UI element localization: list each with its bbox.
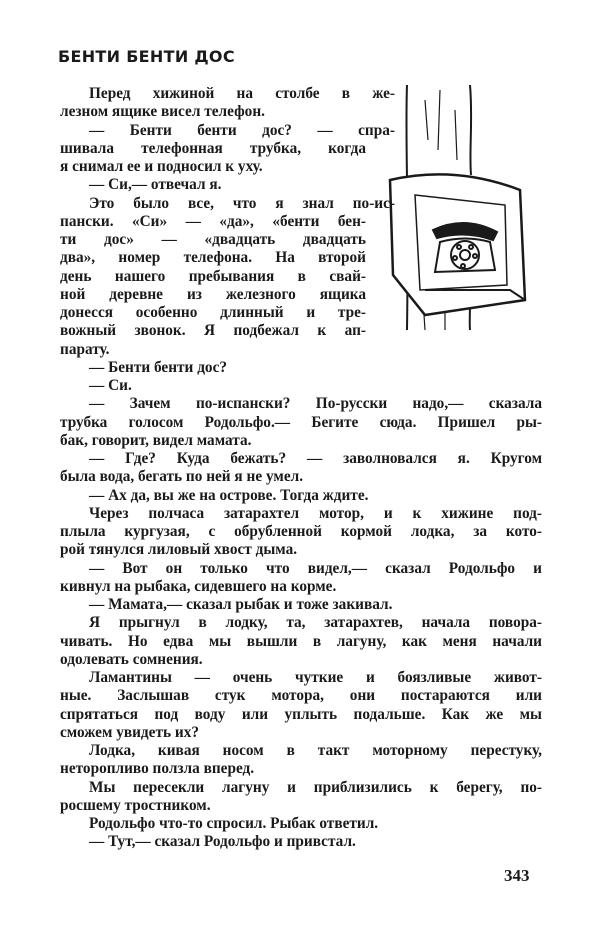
text-line: Через полчаса затарахтел мотор, и к хижине под- xyxy=(89,504,542,522)
text-line: ти дос» — «двадцать двадцать xyxy=(60,231,366,248)
text-line: два», номер телефона. На второй xyxy=(60,249,366,267)
text-line: — Вот он только что видел,— сказал Родольфо и xyxy=(89,559,542,577)
text-line: — Ах да, вы же на острове. Тогда ждите. xyxy=(89,486,369,504)
text-line: — Тут,— сказал Родольфо и привстал. xyxy=(89,833,356,851)
text-line: — Си. xyxy=(89,377,132,394)
text-line: день нашего пребывания в свай- xyxy=(60,267,366,285)
text-line: донесся особенно длинный и тре- xyxy=(60,304,366,321)
text-line: — Зачем по-испански? По-русски надо,— сказала xyxy=(89,395,542,413)
text-line: кивнул на рыбака, сидевшего на корме. xyxy=(60,577,337,595)
body-text xyxy=(60,85,542,852)
text-line: — Бенти бенти дос? xyxy=(89,358,228,376)
text-line: Лодка, кивая носом в такт моторному перестуку, xyxy=(89,742,542,759)
text-line: неторопливо ползла вперед. xyxy=(60,760,255,778)
text-line: росшему тростником. xyxy=(60,796,211,814)
text-line: Родольфо что-то спросил. Рыбак ответил. xyxy=(89,815,379,832)
text-line: Перед хижиной на столбе в же- xyxy=(89,85,395,102)
text-line: — Бенти бенти дос? — спра- xyxy=(89,121,395,139)
text-line: я снимал ее и подносил к уху. xyxy=(60,158,263,175)
chapter-title: БЕНТИ БЕНТИ ДОС xyxy=(58,47,235,66)
text-line: парату. xyxy=(60,340,110,358)
page-number: 343 xyxy=(504,866,530,885)
text-line: чивать. Но едва мы вышли в лагуну, как меня начали xyxy=(60,632,542,650)
text-line: рой тянулся лиловый хвост дыма. xyxy=(60,541,298,559)
text-line: ные. Заслышав стук мотора, они постараются или xyxy=(60,687,542,705)
text-line: Мы пересекли лагуну и приблизились к берегу, по- xyxy=(89,778,542,796)
text-line: пански. «Си» — «да», «бенти бен- xyxy=(60,212,366,230)
text-line: была вода, бегать по ней я не умел. xyxy=(60,468,304,486)
text-line: спрятаться под воду или уплыть подальше. Как же мы xyxy=(60,705,542,723)
text-line: ной деревне из железного ящика xyxy=(60,285,366,303)
text-line: лезном ящике висел телефон. xyxy=(60,103,265,121)
text-line: шивала телефонная трубка, когда xyxy=(60,139,366,157)
text-line: — Мамата,— сказал рыбак и тоже закивал. xyxy=(89,596,393,613)
text-line: Ламантины — очень чуткие и боязливые живот- xyxy=(89,669,542,686)
text-line: — Где? Куда бежать? — заволновался я. Кругом xyxy=(89,450,542,467)
text-line: Я прыгнул в лодку, та, затарахтев, начала повора- xyxy=(89,614,542,632)
text-line: Это было все, что я знал по-ис- xyxy=(89,194,395,212)
text-line: трубка голосом Родольфо.— Бегите сюда. Пришел ры- xyxy=(60,413,542,431)
text-line: одолевать сомнения. xyxy=(60,650,203,668)
text-line: — Си,— отвечал я. xyxy=(89,176,222,194)
text-line: вожный звонок. Я подбежал к ап- xyxy=(60,322,366,340)
text-line: бак, говорит, видел мамата. xyxy=(60,431,252,449)
text-line: сможем увидеть их? xyxy=(60,723,199,741)
text-line: плыла кургузая, с обрубленной кормой лодка, за кото- xyxy=(60,523,542,540)
